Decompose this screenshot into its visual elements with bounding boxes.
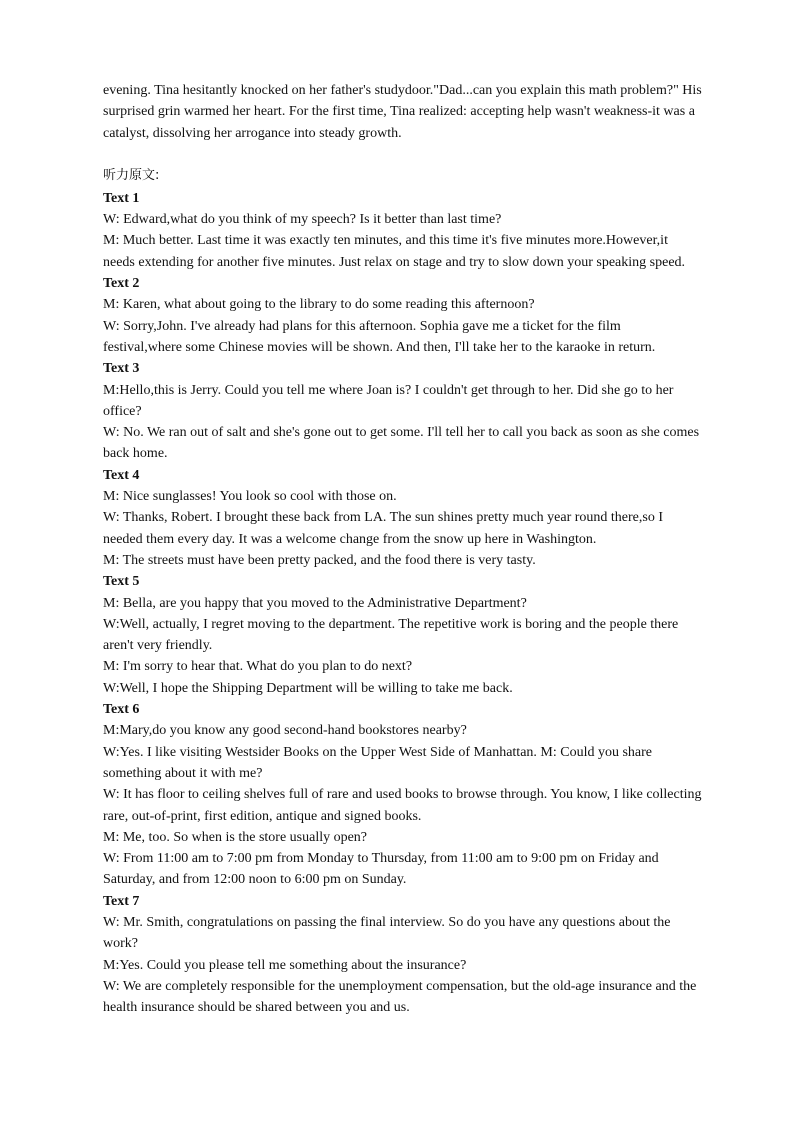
transcript-text-6 <box>103 699 703 891</box>
dialogue-line: W: Thanks, Robert. I brought these back from LA. The sun shines pretty much year round there,so I needed them every day. It was a welcome change from the snow up here in Washington. <box>103 510 663 547</box>
transcript-text-1 <box>103 188 703 273</box>
dialogue-line: W:Well, I hope the Shipping Department will be willing to take me back. <box>103 680 513 696</box>
dialogue-line: M:Hello,this is Jerry. Could you tell me where Joan is? I couldn't get through to her. Did she go to her office? <box>103 382 674 419</box>
text-title: Text 7 <box>103 893 140 909</box>
dialogue-line: W:Yes. I like visiting Westsider Books on the Upper West Side of Manhattan. M: Could you share something about it with me? <box>103 744 653 781</box>
transcript-list <box>103 188 703 1019</box>
section-heading: 听力原文: <box>103 167 160 183</box>
dialogue-line: M: Bella, are you happy that you moved to the Administrative Department? <box>103 595 527 611</box>
text-title: Text 5 <box>103 574 140 590</box>
dialogue-line: W: From 11:00 am to 7:00 pm from Monday to Thursday, from 11:00 am to 9:00 pm on Friday and Saturday, and from 12:00 noon to 6:00 pm on Sunday. <box>103 851 659 888</box>
dialogue-line: W: No. We ran out of salt and she's gone out to get some. I'll tell her to call you back as soon as she comes back home. <box>103 425 700 462</box>
dialogue-line: M:Mary,do you know any good second-hand bookstores nearby? <box>103 723 467 739</box>
dialogue-line: M:Yes. Could you please tell me something about the insurance? <box>103 957 467 973</box>
dialogue-line: W: Mr. Smith, congratulations on passing the final interview. So do you have any questions about the work? <box>103 914 671 952</box>
dialogue-line: M: I'm sorry to hear that. What do you plan to do next? <box>103 659 413 675</box>
intro-paragraph: evening. Tina hesitantly knocked on her father's studydoor."Dad...can you explain this math problem?" His surprised grin warmed her heart. For the first time, Tina realized: accepting help wasn't weakness-it was a catalyst, dissolving her arrogance into steady growth. <box>103 83 702 141</box>
text-title: Text 4 <box>103 467 140 483</box>
document-page <box>103 80 703 1018</box>
dialogue-line: W: It has floor to ceiling shelves full of rare and used books to browse through. You know, I like collecting rare, out-of-print, first edition, antique and signed books. <box>103 787 702 824</box>
dialogue-line: M: Karen, what about going to the library to do some reading this afternoon? <box>103 297 535 313</box>
dialogue-line: M: Much better. Last time it was exactly ten minutes, and this time it's five minutes more.However,it needs extending for another five minutes. Just relax on stage and try to slow down your speaking speed. <box>103 233 686 270</box>
dialogue-line: W: We are completely responsible for the unemployment compensation, but the old-age insurance and the health insurance should be shared between you and us. <box>103 978 697 1016</box>
text-title: Text 3 <box>103 361 140 377</box>
dialogue-line: M: Nice sunglasses! You look so cool with those on. <box>103 489 397 505</box>
transcript-text-7 <box>103 891 703 1019</box>
transcript-text-5 <box>103 571 703 699</box>
transcript-text-4 <box>103 465 703 571</box>
text-title: Text 1 <box>103 190 140 206</box>
dialogue-line: W: Sorry,John. I've already had plans for this afternoon. Sophia gave me a ticket for the film festival,where some Chinese movies will be shown. And then, I'll take her to the karaoke in return. <box>103 318 656 355</box>
dialogue-line: M: Me, too. So when is the store usually open? <box>103 829 368 845</box>
dialogue-line: W: Edward,what do you think of my speech? Is it better than last time? <box>103 212 502 228</box>
transcript-text-3 <box>103 358 703 464</box>
dialogue-line: M: The streets must have been pretty packed, and the food there is very tasty. <box>103 552 536 568</box>
transcript-text-2 <box>103 273 703 358</box>
text-title: Text 6 <box>103 702 140 718</box>
text-title: Text 2 <box>103 276 140 292</box>
dialogue-line: W:Well, actually, I regret moving to the department. The repetitive work is boring and the people there aren't very friendly. <box>103 616 679 654</box>
